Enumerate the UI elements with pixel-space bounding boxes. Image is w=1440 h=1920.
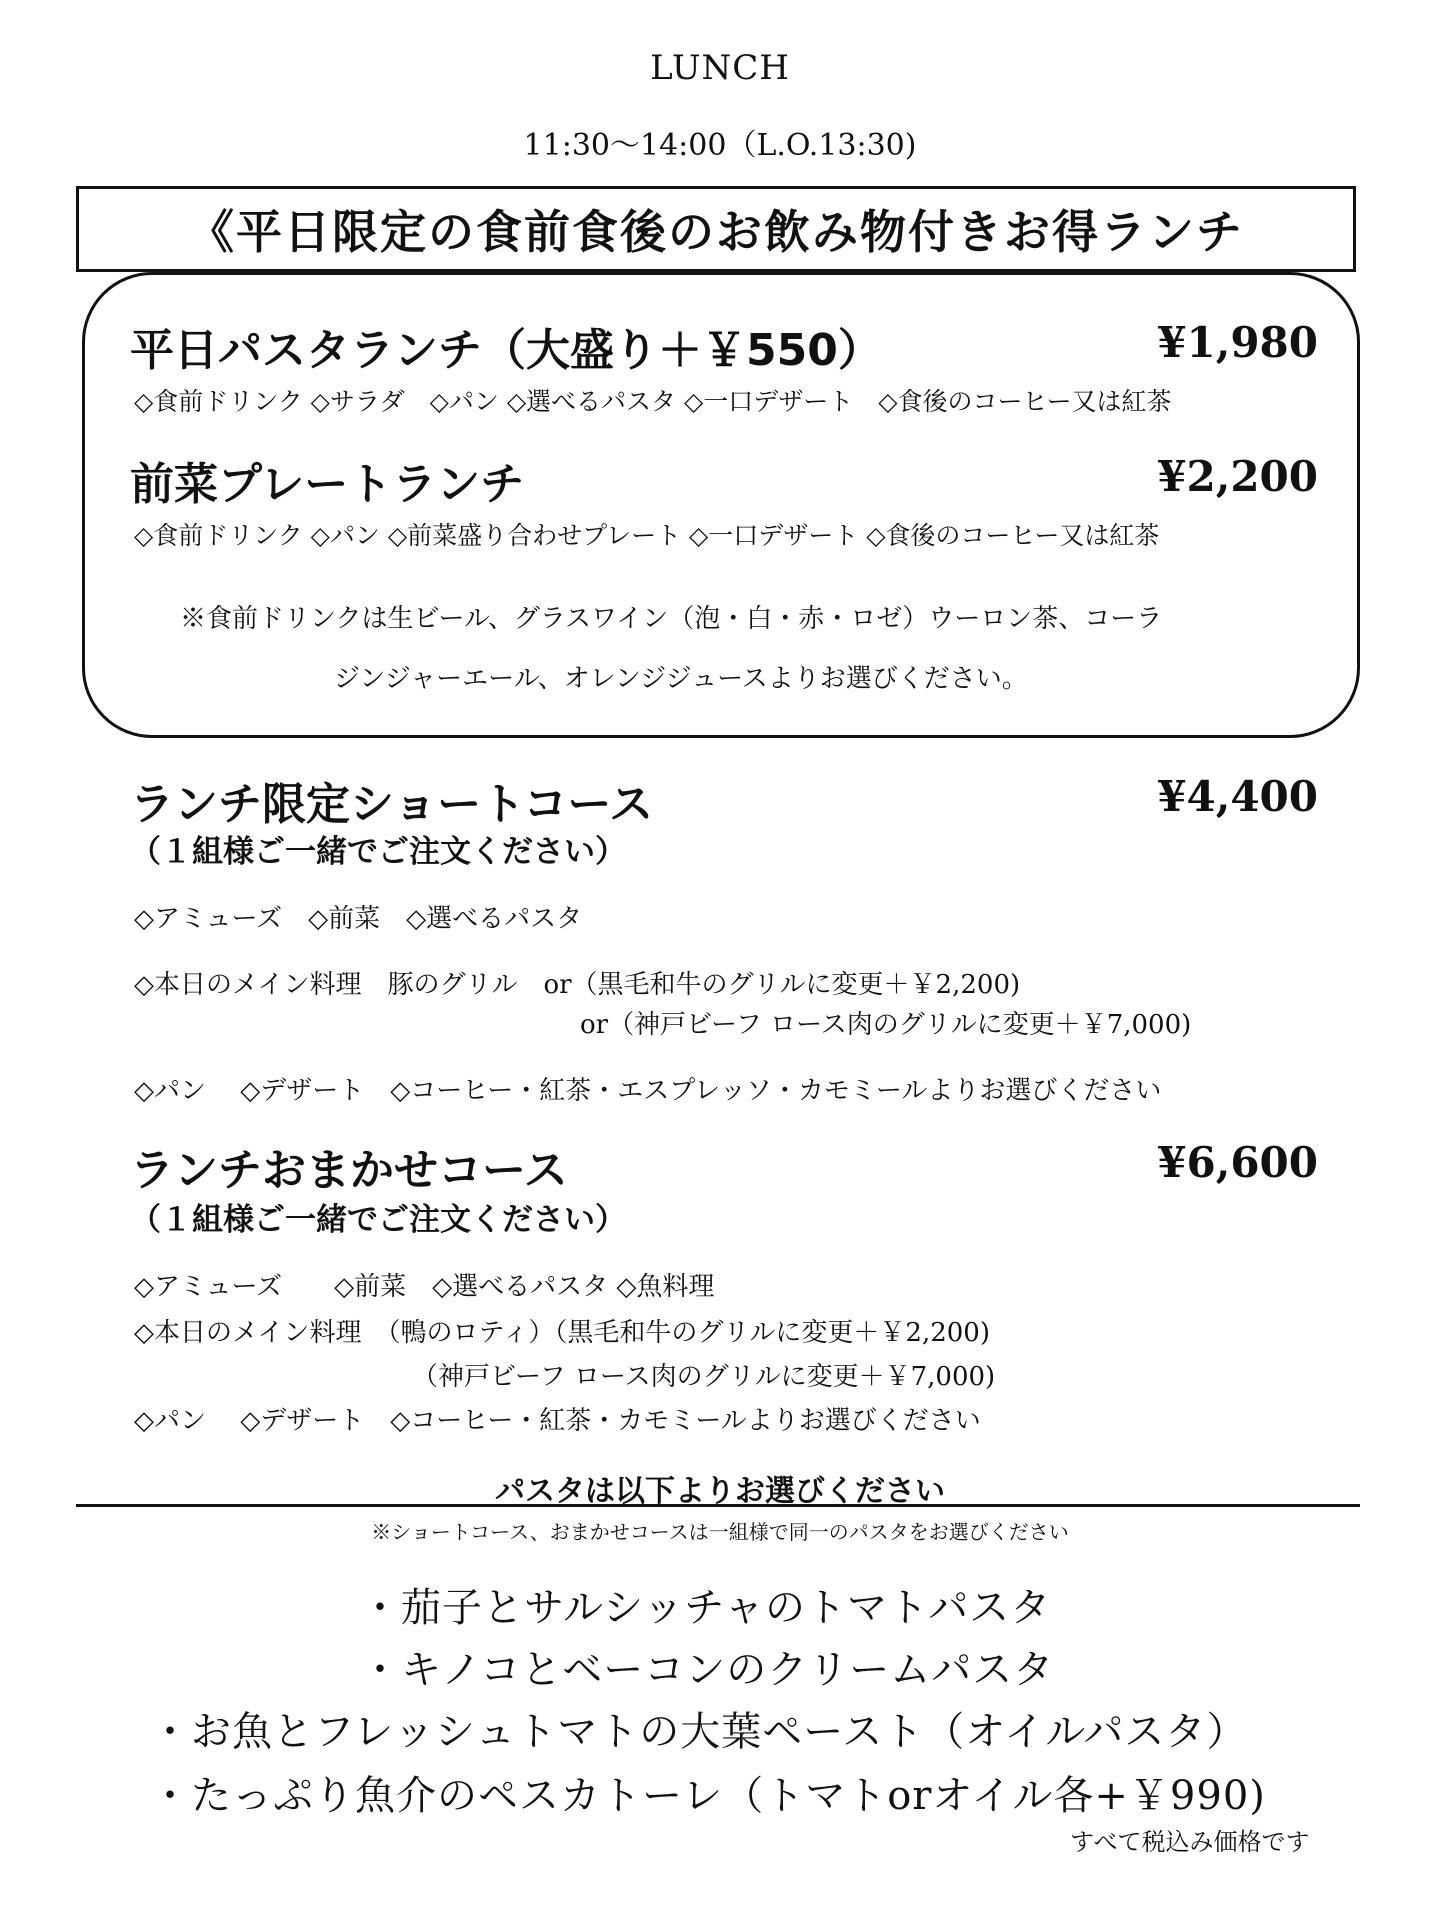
drink-note-1: ※食前ドリンクは生ビール、グラスワイン（泡・白・赤・ロゼ）ウーロン茶、コーラ <box>180 604 1163 634</box>
weekday-banner <box>76 186 1356 272</box>
pasta-item-3: ・お魚とフレッシュトマトの大葉ペースト（オイルパスタ） <box>150 1709 1248 1755</box>
pasta-item-1: ・茄子とサルシッチャのトマトパスタ <box>360 1585 1052 1631</box>
short-course-line-4: ◇パン ◇デザート ◇コーヒー・紅茶・エスプレッソ・カモミールよりお選びください <box>134 1076 1162 1106</box>
omakase-course-title: ランチおまかせコース <box>130 1145 568 1196</box>
plate-lunch-title: 前菜プレートランチ <box>130 459 525 510</box>
banner-text: 《平日限定の食前食後のお飲み物付きお得ランチ <box>188 205 1244 259</box>
short-course-title: ランチ限定ショートコース <box>130 779 654 830</box>
omakase-course-line-2: ◇本日のメイン料理 （鴨のロティ）（黒毛和牛のグリルに変更＋￥2,200) <box>134 1318 990 1348</box>
pasta-item-2: ・キノコとベーコンのクリームパスタ <box>360 1647 1055 1693</box>
omakase-course-line-3: （神戸ビーフ ロース肉のグリルに変更＋￥7,000) <box>412 1362 996 1392</box>
tax-included-note: すべて税込み価格です <box>1070 1828 1310 1856</box>
omakase-course-price: ¥6,600 <box>1157 1138 1318 1187</box>
short-course-price: ¥4,400 <box>1157 772 1318 821</box>
short-course-subtitle: （１組様ご一緒でご注文ください） <box>130 834 626 870</box>
lunch-hours: 11:30～14:00（L.O.13:30) <box>523 128 917 163</box>
pasta-heading: パスタは以下よりお選びください <box>495 1474 945 1509</box>
omakase-course-line-4: ◇パン ◇デザート ◇コーヒー・紅茶・カモミールよりお選びください <box>134 1406 981 1436</box>
short-course-line-1: ◇アミューズ ◇前菜 ◇選べるパスタ <box>134 904 583 934</box>
pasta-lunch-title: 平日パスタランチ（大盛り＋￥550） <box>130 325 882 376</box>
omakase-course-line-1: ◇アミューズ ◇前菜 ◇選べるパスタ ◇魚料理 <box>134 1272 715 1302</box>
pasta-item-4: ・たっぷり魚介のペスカトーレ（トマトorオイル各+￥990) <box>150 1773 1266 1819</box>
plate-lunch-items: ◇食前ドリンク ◇パン ◇前菜盛り合わせプレート ◇一口デザート ◇食後のコーヒー又は紅茶 <box>134 521 1160 550</box>
pasta-note: ※ショートコース、おまかせコースは一組様で同一のパスタをお選びください <box>371 1520 1069 1544</box>
pasta-lunch-price: ¥1,980 <box>1157 318 1318 367</box>
drink-note-2: ジンジャーエール、オレンジジュースよりお選びください。 <box>334 664 1028 694</box>
pasta-lunch-items: ◇食前ドリンク ◇サラダ ◇パン ◇選べるパスタ ◇一口デザート ◇食後のコーヒー又は紅茶 <box>134 387 1172 416</box>
menu-title: LUNCH <box>650 48 790 88</box>
short-course-line-2: ◇本日のメイン料理 豚のグリル or（黒毛和牛のグリルに変更＋￥2,200) <box>134 970 1021 1000</box>
plate-lunch-price: ¥2,200 <box>1157 452 1318 501</box>
short-course-line-3: or（神戸ビーフ ロース肉のグリルに変更＋￥7,000) <box>580 1010 1192 1040</box>
pasta-divider <box>76 1504 1360 1507</box>
omakase-course-subtitle: （１組様ご一緒でご注文ください） <box>130 1202 626 1238</box>
